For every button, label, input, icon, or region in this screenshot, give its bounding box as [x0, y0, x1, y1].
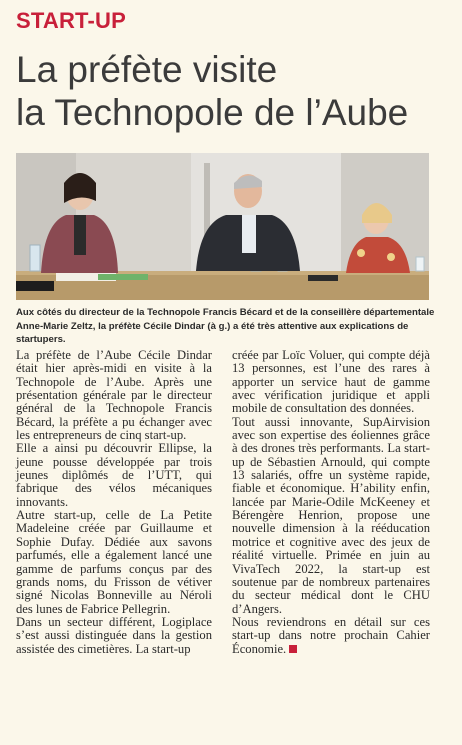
body-paragraph: créée par Loïc Voluer, qui compte déjà 13 personnes, est l’une des rares à apporter un service haut de gamme avec vérification juridique et appli mobile de consultation des données.	[232, 348, 430, 416]
photo-caption: Aux côtés du directeur de la Technopole Francis Bécard et de la conseillère départementale Anne-Marie Zeltz, la préfète Cécile Dindar (à g.) a été très attentive aux explications de startupers.	[16, 307, 435, 345]
body-paragraph: Autre start-up, celle de La Petite Madeleine créée par Guillaume et Sophie Dufay. Dédiée aux savons parfumés, elle a également lancé une gamme de parfums conçus par des grands noms, du Frisson de vétiver signé Nicolas Bonneville au Néroli des lunes de Fabrice Pellegrin.	[16, 508, 212, 616]
headline-line-1: La préfète visite	[16, 49, 278, 90]
section-kicker: START-UP	[16, 8, 126, 33]
body-column-left	[16, 349, 212, 656]
headline	[16, 48, 456, 134]
article-photo	[16, 153, 429, 300]
headline-line-2: la Technopole de l’Aube	[16, 92, 409, 133]
body-paragraph: La préfète de l’Aube Cécile Dindar était hier après-midi en visite à la Technopole de l’Aube. Après une présentation générale par le directeur général de la Technopole Francis Bécard, la préfète a pu échanger avec les entrepreneurs de cinq start-up.	[16, 348, 212, 443]
body-paragraph: Dans un secteur différent, Logiplace s’est aussi distinguée dans la gestion assistée des cimetières. La start-up	[16, 614, 212, 656]
body-column-right	[232, 349, 430, 656]
body-paragraph-final	[232, 616, 430, 656]
end-of-article-square-icon	[289, 645, 297, 653]
body-paragraph: Tout aussi innovante, SupAirvision avec son expertise des éoliennes grâce à des drones très performants. La start-up de Sébastien Arnould, qui compte 13 salariés, offre un système rapide, fiable et économique. H’ability enfin, lancée par Marie-Odile McKeeney et Bérengère Henrion, propose une nouvelle dimension à la rééducation motrice et cognitive avec des jeux de réalité virtuelle. Primée en juin au VivaTech 2022, la start-up est soutenue par de nombreux partenaires du secteur médical dont le CHU d’Angers.	[232, 414, 430, 616]
final-paragraph-text: Nous reviendrons en détail sur ces start-up dans notre prochain Cahier Économie.	[232, 614, 430, 656]
photo-illustration	[16, 153, 429, 300]
body-paragraph: Elle a ainsi pu découvrir Ellipse, la jeune pousse développée par trois jeunes diplômés de l’UTT, qui fabrique des vélos mécaniques innovants.	[16, 441, 212, 509]
